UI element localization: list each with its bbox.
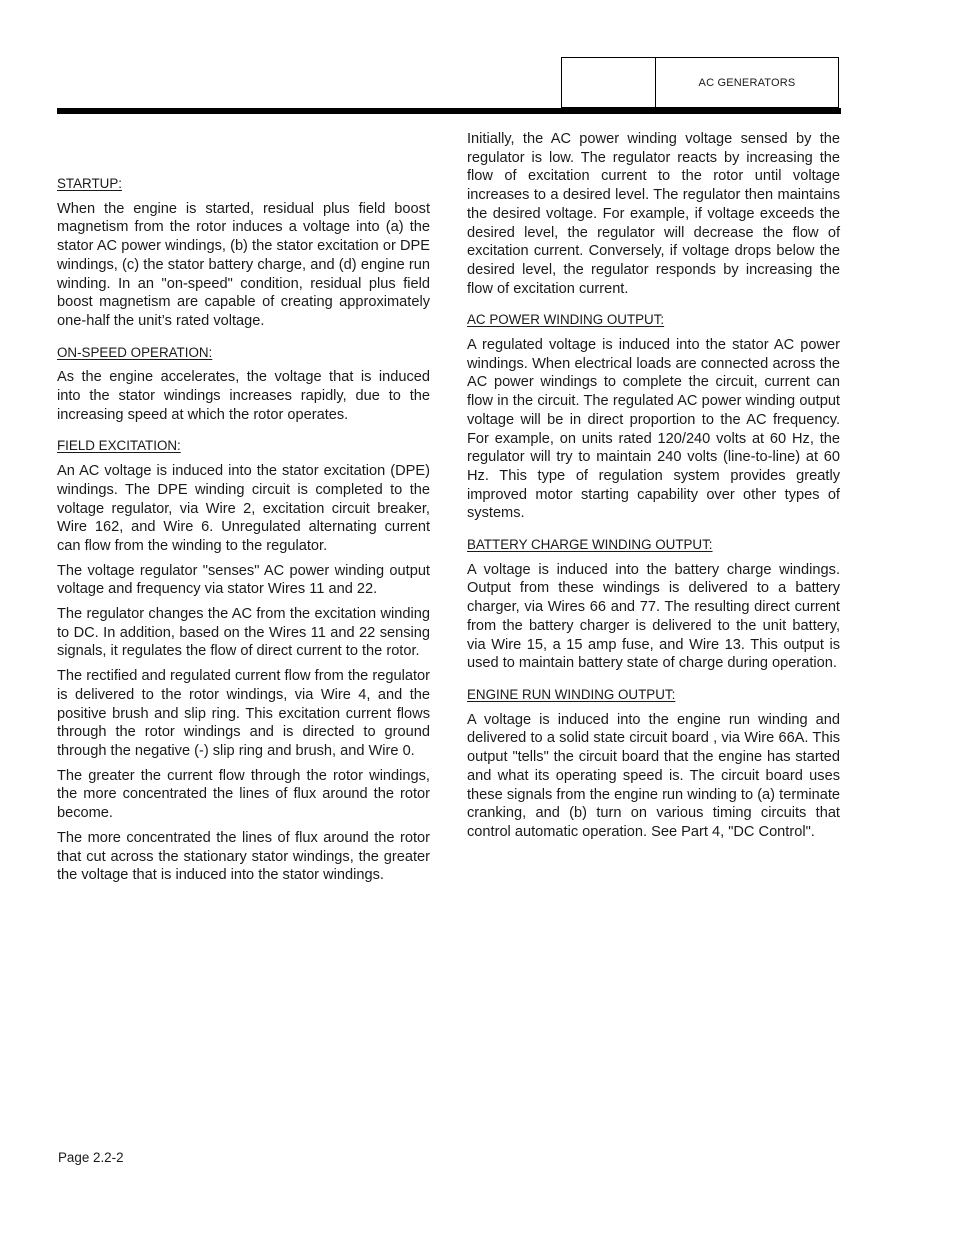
section [57, 437, 430, 884]
paragraph: The greater the current flow through the rotor windings, the more concentrated the lines of flux around the rotor become. [57, 767, 430, 822]
section [57, 175, 430, 331]
right-column [467, 130, 840, 855]
section-heading: BATTERY CHARGE WINDING OUTPUT: [467, 537, 713, 553]
section-title: AC GENERATORS [698, 76, 796, 89]
paragraph: A voltage is induced into the battery charge windings. Output from these windings is delivered to a battery charger, via Wires 66 and 77. The resulting direct current from the battery charger is delivered to the unit battery, via Wire 15, a 15 amp fuse, and Wire 13. This output is used to maintain battery state of charge during operation. [467, 561, 840, 672]
section [467, 130, 840, 298]
section-heading: ENGINE RUN WINDING OUTPUT: [467, 686, 676, 702]
paragraph: A regulated voltage is induced into the stator AC power windings. When electrical loads are connected across the AC power windings to complete the circuit, current can flow in the circuit. The regulated AC power winding output voltage will be in direct proportion to the AC frequency. For example, on units rated 120/240 volts at 60 Hz, the regulator will try to maintain 240 volts (line-to-line) at 60 Hz. This type of regulation system provides greatly improved motor starting capability over other types of systems. [467, 337, 840, 522]
paragraph: The more concentrated the lines of flux around the rotor that cut across the stationary stator windings, the greater the voltage that is induced into the stator windings. [57, 829, 430, 884]
header-rule [57, 108, 841, 114]
paragraph: The rectified and regulated current flow from the regulator is delivered to the rotor windings, via Wire 4, and the positive brush and slip ring. This excitation current flows through the rotor windings and is directed to ground through the negative (-) slip ring and brush, and Wire 0. [57, 668, 430, 759]
paragraph: An AC voltage is induced into the stator excitation (DPE) windings. The DPE winding circuit is completed to the voltage regulator, via Wire 2, excitation circuit breaker, Wire 162, and Wire 6. Unregulated alternating current can flow from the winding to the regulator. [57, 463, 430, 554]
paragraph: Initially, the AC power winding voltage sensed by the regulator is low. The regulator reacts by increasing the flow of excitation current to the rotor until voltage increases to a desired level. The regulator then maintains the desired voltage. For example, if voltage exceeds the desired level, the regulator will decrease the flow of excitation current. Conversely, if voltage drops below the desired level, the regulator responds by increasing the flow of excitation current. [467, 131, 840, 297]
page-number: Page 2.2-2 [58, 1150, 124, 1165]
section [467, 686, 840, 842]
section-heading: ON-SPEED OPERATION: [57, 344, 213, 360]
section [467, 311, 840, 523]
paragraph: As the engine accelerates, the voltage that is induced into the stator windings increases rapidly, due to the increasing speed at which the rotor operates. [57, 369, 430, 423]
paragraph: The voltage regulator "senses" AC power winding output voltage and frequency via stator Wires 11 and 22. [57, 562, 430, 598]
paragraph: The regulator changes the AC from the excitation winding to DC. In addition, based on the Wires 11 and 22 sensing signals, it regulates the flow of direct current to the rotor. [57, 606, 430, 660]
section-heading: STARTUP: [57, 176, 122, 191]
section-heading: FIELD EXCITATION: [57, 438, 181, 454]
paragraph: When the engine is started, residual plus field boost magnetism from the rotor induces a voltage into (a) the stator AC power windings, (b) the stator excitation or DPE windings, (c) the stator battery charge, and (d) engine run winding. In an "on-speed" condition, residual plus field boost magnetism are capable of creating approximately one-half the unit’s rated voltage. [57, 200, 430, 329]
section [57, 344, 430, 425]
section-heading: AC POWER WINDING OUTPUT: [467, 312, 665, 328]
left-column [57, 175, 430, 898]
paragraph: A voltage is induced into the engine run winding and delivered to a solid state circuit board , via Wire 66A. This output "tells" the circuit board that the engine has started and what its operating speed is. The circuit board uses these signals from the engine run winding to (a) terminate cranking, and (b) turn on various timing circuits that control automatic operation. See Part 4, "DC Control". [467, 711, 840, 840]
header-blank-cell [562, 58, 656, 107]
section [467, 536, 840, 673]
header-box [561, 57, 839, 108]
